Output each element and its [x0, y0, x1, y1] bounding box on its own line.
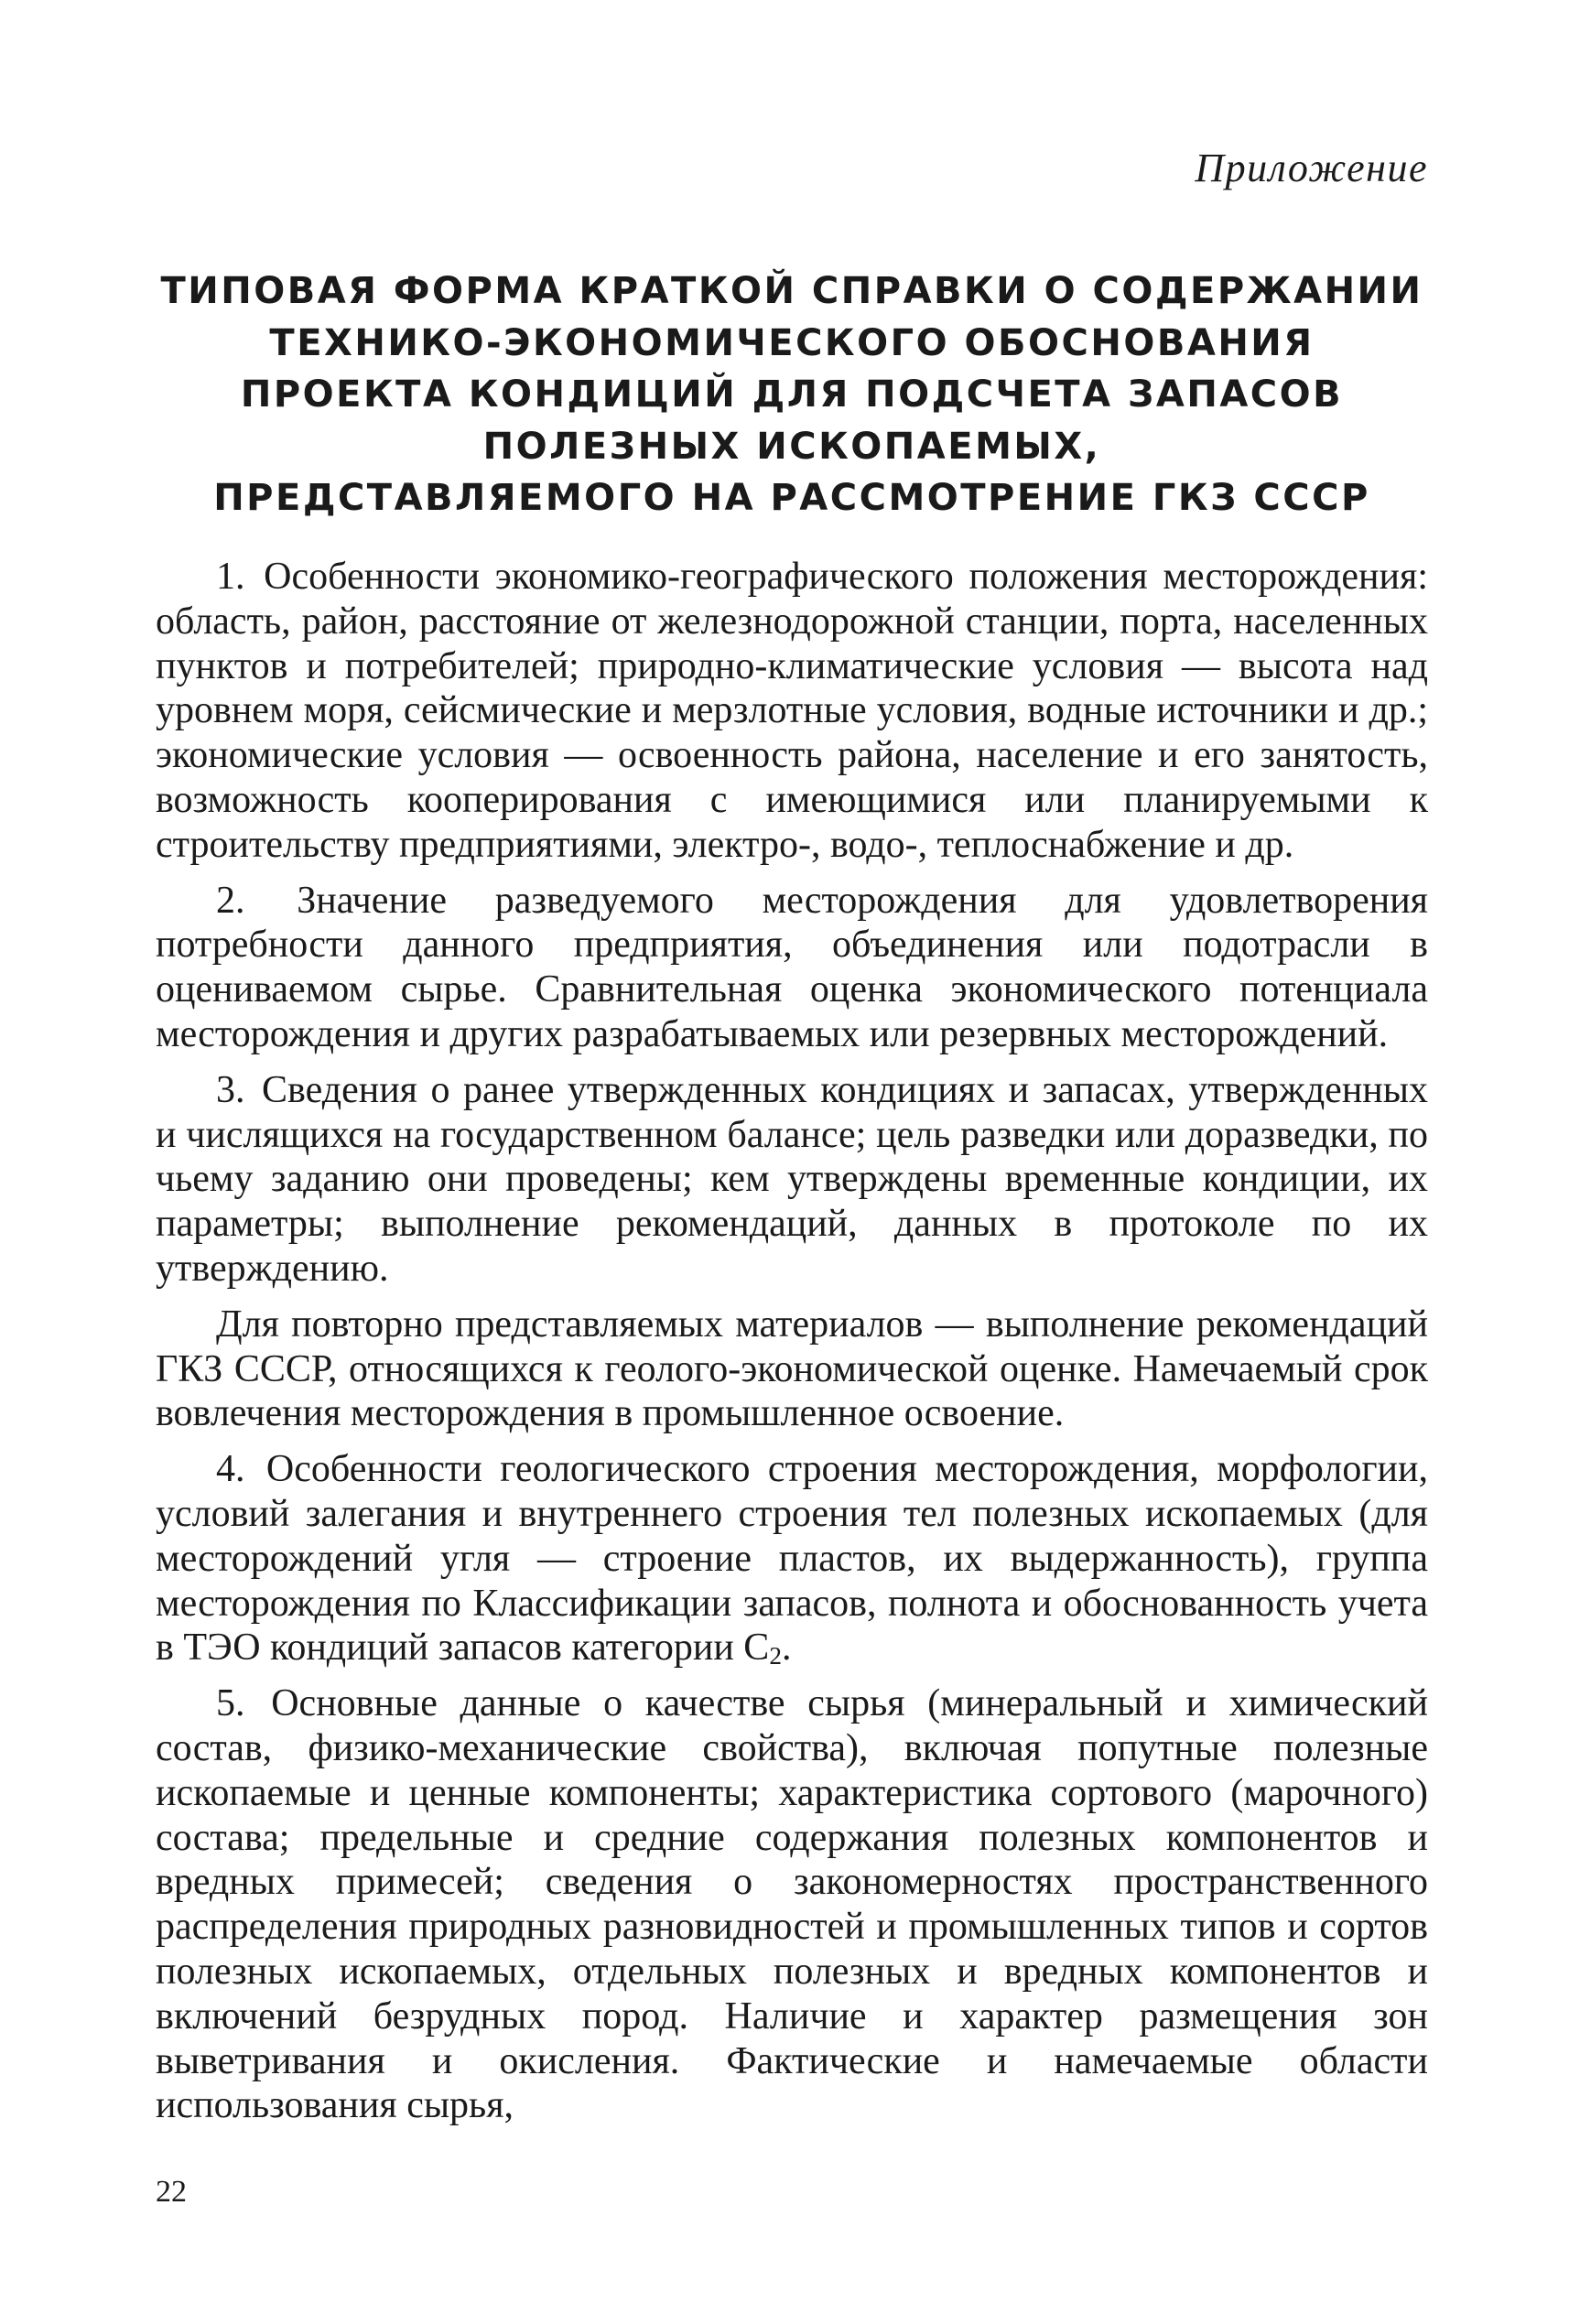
document-title — [156, 265, 1428, 524]
paragraph-2 — [156, 879, 1428, 1057]
title-line: ПОЛЕЗНЫХ ИСКОПАЕМЫХ, — [482, 425, 1101, 468]
paragraph-number: 3. — [216, 1068, 245, 1111]
paragraph-3-continued — [156, 1303, 1428, 1436]
title-line: ТИПОВАЯ ФОРМА КРАТКОЙ СПРАВКИ О СОДЕРЖАНИИ — [160, 270, 1423, 312]
paragraph-3 — [156, 1068, 1428, 1292]
paragraph-text: Основные данные о качестве сырья (минеральный и химический состав, физико-механические свойства), включая попутные полезные ископаемые и ценные компоненты; характеристика сортового (марочного) состава; предельные и средние содержания полезных компонентов и вредных примесей; сведения о закономерностях пространственного распределения природных разновидностей и промышленных типов и сортов полезных ископаемых, отдельных полезных и вредных компонентов и включений безрудных пород. Наличие и характер размещения зон выветривания и окисления. Фактические и намечаемые области использования сырья, — [156, 1682, 1429, 2127]
paragraph-1 — [156, 555, 1428, 868]
paragraph-text: Особенности геологического строения месторождения, морфологии, условий залегания и внутреннего строения тел полезных ископаемых (для месторождений угля — строение пластов, их выдержанность), группа месторождения по Классификации запасов, полнота и обоснованность учета в ТЭО кондиций запасов категории C — [156, 1448, 1428, 1670]
title-line: ТЕХНИКО-ЭКОНОМИЧЕСКОГО ОБОСНОВАНИЯ — [269, 321, 1315, 364]
paragraph-number: 2. — [216, 879, 245, 922]
page-number: 22 — [156, 2175, 187, 2209]
appendix-label: Приложение — [1195, 146, 1428, 190]
subscript: 2 — [769, 1642, 782, 1670]
document-page — [156, 0, 1428, 2324]
body-text — [156, 555, 1428, 2139]
paragraph-number: 1. — [216, 556, 245, 598]
paragraph-text: Особенности экономико-географического положения месторождения: область, район, расстояние от железнодорожной станции, порта, населенных пунктов и потребителей; природно-климатические условия — высота над уровнем моря, сейсмические и мерзлотные условия, водные источники и др.; экономические условия — освоенность района, население и его занятость, возможность кооперирования с имеющимися или планируемыми к строительству предприятиями, электро-, водо-, теплоснабжение и др. — [156, 556, 1428, 866]
paragraph-number: 5. — [216, 1682, 245, 1725]
paragraph-5 — [156, 1681, 1428, 2128]
paragraph-text: Для повторно представляемых материалов — выполнение рекомендаций ГКЗ СССР, относящихся к геолого-экономической оценке. Намечаемый срок вовлечения месторождения в промышленное освоение. — [156, 1303, 1428, 1435]
paragraph-number: 4. — [216, 1448, 245, 1491]
title-line: ПРЕДСТАВЛЯЕМОГО НА РАССМОТРЕНИЕ ГКЗ СССР — [213, 477, 1370, 519]
paragraph-text: Сведения о ранее утвержденных кондициях и запасах, утвержденных и числящихся на государственном балансе; цель разведки или доразведки, по чьему заданию они проведены; кем утверждены временные кондиции, их параметры; выполнение рекомендаций, данных в протоколе по их утверждению. — [156, 1068, 1428, 1290]
paragraph-text: Значение разведуемого месторождения для удовлетворения потребности данного предприятия, объединения или подотрасли в оцениваемом сырье. Сравнительная оценка экономического потенциала месторождения и других разрабатываемых или резервных месторождений. — [156, 879, 1428, 1055]
title-line: ПРОЕКТА КОНДИЦИЙ ДЛЯ ПОДСЧЕТА ЗАПАСОВ — [240, 373, 1344, 416]
paragraph-end: . — [781, 1627, 792, 1670]
paragraph-4 — [156, 1447, 1428, 1670]
